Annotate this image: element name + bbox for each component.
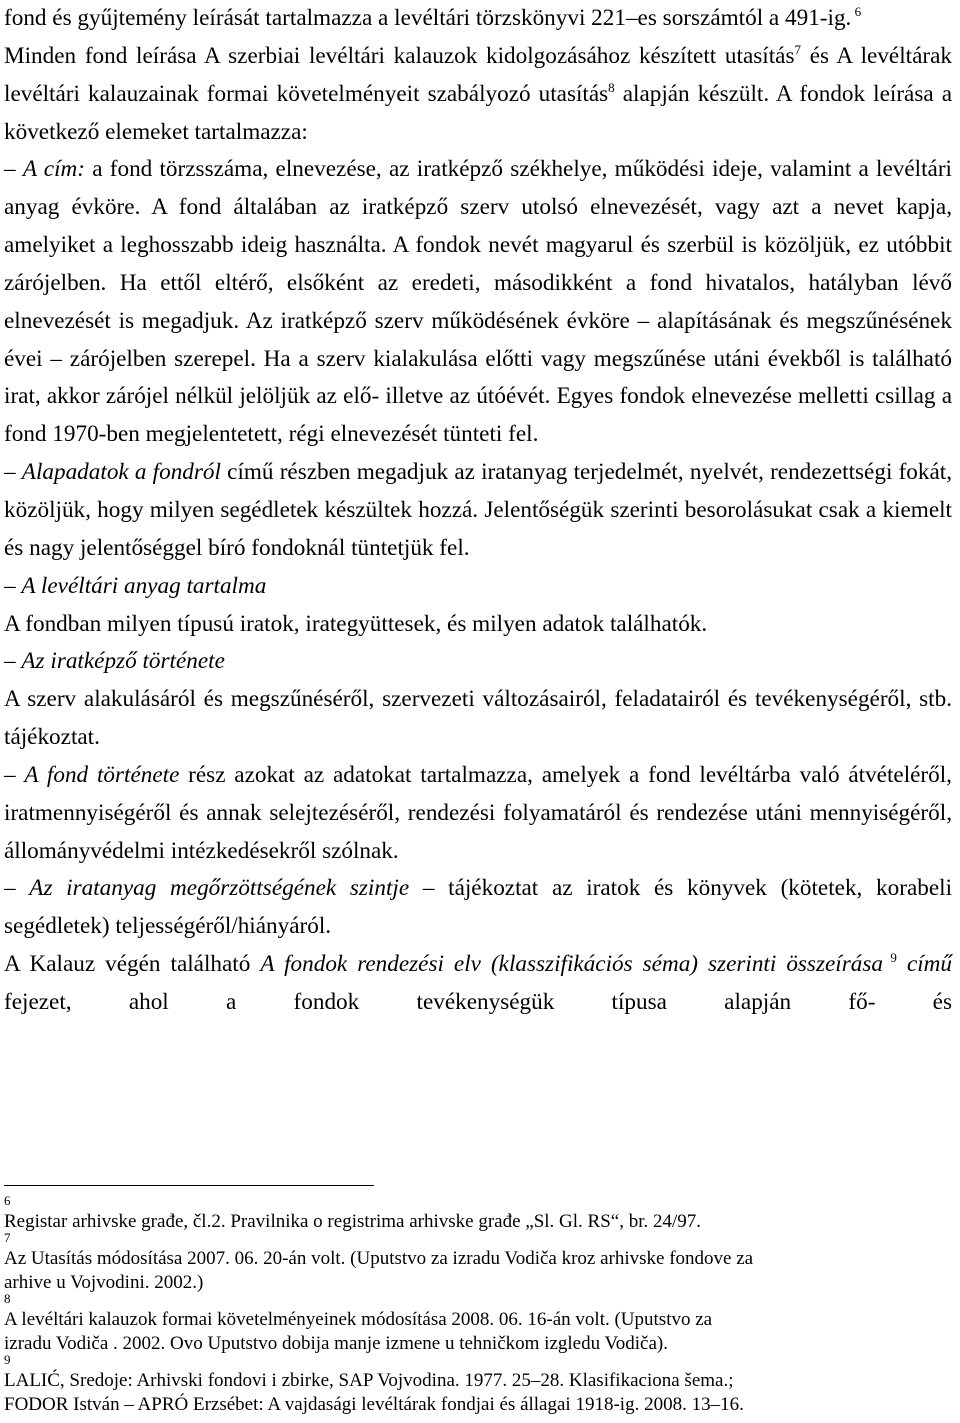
footnote-8: [4, 1291, 952, 1356]
paragraph: [4, 643, 952, 681]
italic-text: A fondok rendezési elv (klasszifikációs séma) szerinti összeírása: [260, 951, 883, 978]
footnote-number: 8: [4, 1291, 11, 1306]
italic-text: A levéltári anyag tartalma: [21, 572, 267, 599]
paragraph: [4, 606, 952, 644]
text-run: fejezet, ahol a fondok tevékenységük típusa alapján fő- és: [4, 988, 952, 1015]
text-run: A fondban milyen típusú iratok, irategyüttesek, és milyen adatok találhatók.: [4, 610, 708, 637]
text-run: A Kalauz végén található: [4, 951, 261, 978]
italic-text: Az iratanyag megőrzöttségének szintje: [29, 875, 410, 902]
text-run: alapján készült. A fondok leírása a következő elemeket tartalmazza:: [4, 80, 952, 145]
text-run: fond és gyűjtemény leírását tartalmazza a levéltári törzskönyvi 221–es sorszámtól a 491-ig.: [4, 5, 852, 31]
text-run: –: [4, 156, 23, 183]
footnote-number: 7: [4, 1230, 11, 1245]
footnote-9: [4, 1352, 952, 1417]
footnote-number: 6: [4, 1193, 11, 1208]
footnote-6: [4, 1193, 952, 1234]
text-run: Minden fond leírása A szerbiai levéltári kalauzok kidolgozásához készített utasítás: [4, 42, 795, 69]
footnote-line: LALIĆ, Sredoje: Arhivski fondovi i zbirke, SAP Vojvodina. 1977. 25–28. Klasifikaciona šema.;: [4, 1370, 734, 1391]
document-page: [4, 0, 952, 1022]
text-run: A szerv alakulásáról és megszűnéséről, szervezeti változásairól, feladatairól és tevékenységéről, stb. tájékoztat.: [4, 686, 952, 751]
footnote-line: A levéltári kalauzok formai követelményeinek módosítása 2008. 06. 16-án volt. (Uputstvo za: [4, 1309, 713, 1330]
footnote-reference: 6: [851, 4, 862, 19]
text-run: rész azokat az adatokat tartalmazza, amelyek a fond levéltárba való átvételéről, iratmennyiségéről és annak selejtezéséről, rendezési folyamatáról és rendezése utáni mennyiségéről, állományvédelmi intézkedésekről szólnak.: [4, 761, 952, 864]
paragraph: [4, 151, 952, 454]
footnote-separator: [4, 1185, 374, 1186]
italic-text: A fond története: [24, 761, 180, 788]
footnote-line: Az Utasítás módosítása 2007. 06. 20-án volt. (Uputstvo za izradu Vodiča kroz arhivske fondove za: [4, 1248, 754, 1269]
footnote-number: 9: [4, 1352, 11, 1367]
footnote-line: FODOR István – APRÓ Erzsébet: A vajdasági levéltárak fondjai és állagai 1918-ig. 2008. 13–16.: [4, 1394, 744, 1415]
paragraph: [4, 38, 952, 152]
text-run: –: [4, 875, 30, 902]
paragraph: [4, 870, 952, 946]
italic-text: Alapadatok a fondról: [21, 459, 221, 486]
footnote-reference: 8: [608, 79, 615, 95]
italic-text: A cím:: [22, 156, 86, 183]
text-run: –: [4, 648, 22, 675]
footnote-line: izradu Vodiča . 2002. Ovo Uputstvo dobija manje izmene u tehničkom izgledu Vodiča).: [4, 1333, 668, 1354]
paragraph: [4, 681, 952, 757]
footnote-reference: 7: [794, 41, 801, 57]
text-run: és A levéltárak levéltári kalauzainak formai követelményeit szabályozó utasítás: [4, 42, 953, 107]
paragraph: [4, 454, 952, 568]
paragraph: [4, 757, 952, 871]
paragraph: [4, 568, 952, 606]
text-run: –: [4, 761, 25, 788]
paragraph: [4, 0, 952, 38]
footnote-line: Registar arhivske građe, čl.2. Pravilnika o registrima arhivske građe „Sl. Gl. RS“, br. 24/97.: [4, 1211, 702, 1232]
italic-text: című: [906, 951, 953, 978]
main-text: [4, 0, 952, 1022]
text-run: – tájékoztat az iratok és könyvek (kötetek, korabeli segédletek) teljességéről/hiányáról.: [4, 875, 953, 940]
text-run: –: [4, 459, 22, 486]
text-run: [897, 951, 907, 977]
footnote-7: [4, 1230, 952, 1295]
text-run: a fond törzsszáma, elnevezése, az iratképző székhelye, működési ideje, valamint a levéltári anyag évköre. A fond általában az iratképző szerv utolsó elnevezését, vagy azt a nevet kapja, amelyiket a leghosszabb ideig használta. A fondok nevét magyarul és szerbül is közöljük, ez utóbbit zárójelben. Ha ettől eltérő, elsőként az eredeti, másodikként a fond hivatalos, hatályban lévő elnevezését is megadjuk. Az iratképző szerv működésének évköre – alapításának és megszűnésének évei – zárójelben szerepel. Ha a szerv kialakulása előtti vagy megszűnése utáni évekből is található irat, akkor zárójel nélkül jelöljük az elő- illetve az útóévét. Egyes fondok elnevezése melletti csillag a fond 1970-ben megjelentetett, régi elnevezését tünteti fel.: [4, 156, 953, 448]
footnote-line: arhive u Vojvodini. 2002.): [4, 1272, 204, 1293]
footnote-reference: 9: [882, 950, 897, 966]
text-run: című részben megadjuk az iratanyag terjedelmét, nyelvét, rendezettségi fokát, közöljük, hogy milyen segédletek készültek hozzá. Jelentőségük szerinti besorolásukat csak a kiemelt és nagy jelentőséggel bíró fondoknál tüntetjük fel.: [4, 459, 953, 561]
text-run: –: [4, 572, 22, 599]
paragraph: [4, 946, 952, 1022]
italic-text: Az iratképző története: [21, 648, 225, 675]
